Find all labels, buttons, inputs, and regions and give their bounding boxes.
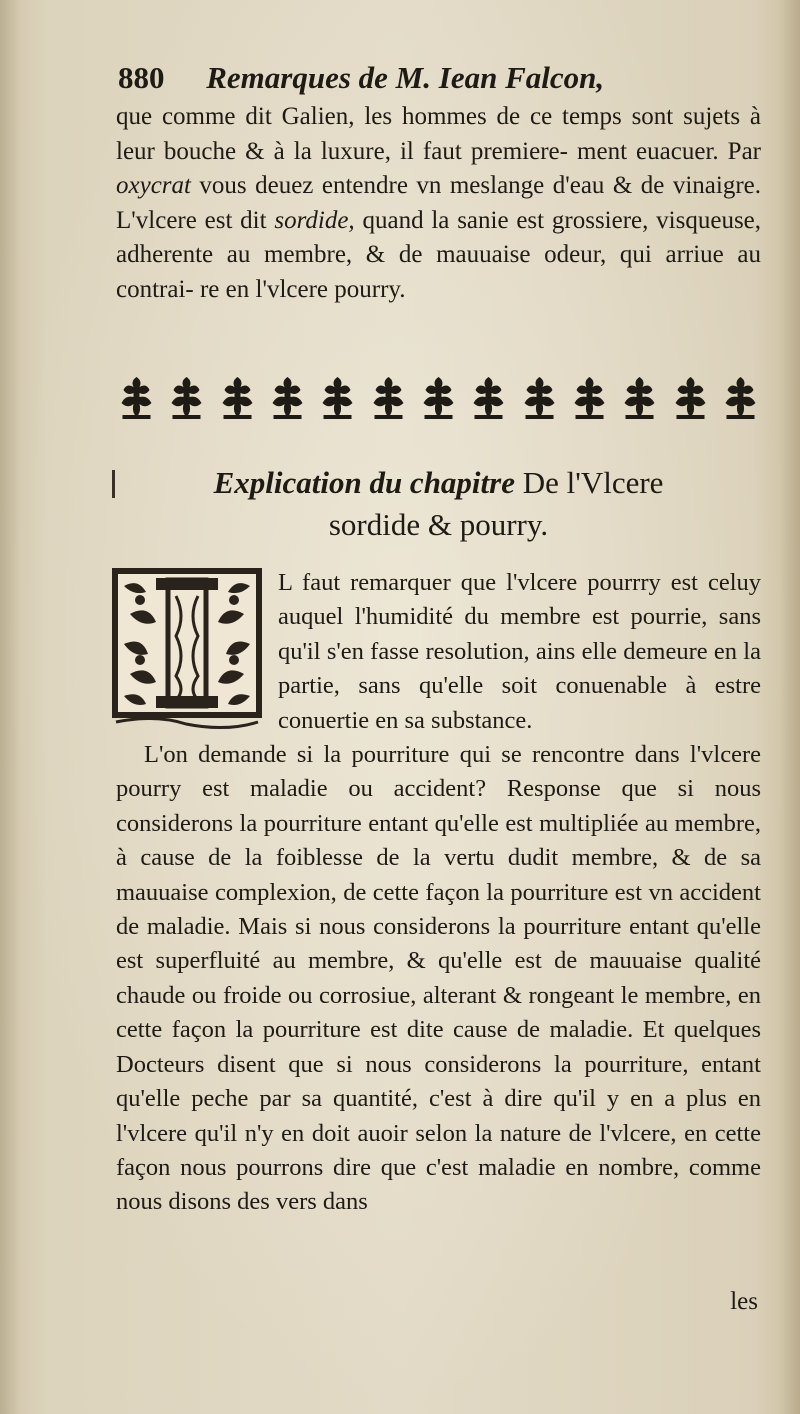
main-body <box>116 566 761 1220</box>
text-line: ment euacuer. Par <box>577 137 761 165</box>
fleuron-icon <box>519 375 560 421</box>
fleuron-icon <box>166 375 207 421</box>
body-paragraph-2: L'on demande si la pourriture qui se rencontre dans l'vlcere pourry est maladie ou accident? Response que si nous considerons la pourriture entant qu'elle est multipliée au membre, à cause de la foiblesse de la vertu dudit membre, & de sa mauuaise complexion, de cette façon la pourriture est vn accident de maladie. Mais si nous considerons la pourriture entant qu'elle est superfluité au membre, & qu'elle est de mauuaise qualité chaude ou froide ou corrosiue, alterant & rongeant le membre, en cette façon la pourriture est dite cause de maladie. Et quelques Docteurs disent que si nous considerons la pourriture, entant qu'elle peche par sa quantité, c'est à dire qu'il y en a plus en l'vlcere qu'il n'y en doit auoir selon la nature de l'vlcere, en cette façon nous pourrons dire que c'est maladie en nombre, comme nous disons des vers dans <box>116 741 761 1216</box>
fleuron-icon <box>267 375 308 421</box>
text-line: re en l'vlcere pourry. <box>199 275 406 303</box>
heading-line-2: sordide & pourry. <box>328 507 549 542</box>
catchword: les <box>730 1288 758 1315</box>
fleuron-icon <box>619 375 660 421</box>
fleuron-icon <box>720 375 761 421</box>
fleuron-band <box>116 372 761 424</box>
body-paragraph-1: L faut remarquer que l'vlcere pourrry est celuy auquel l'humidité du membre est pourrie, sans qu'il s'en fasse resolution, ains elle demeure en la partie, sans qu'elle soit conuenable à estre conuertie en sa substance. <box>278 569 761 734</box>
text-line: sujets à leur bouche & à la luxure, il faut premiere- <box>116 103 761 165</box>
fleuron-icon <box>317 375 358 421</box>
fleuron-icon <box>468 375 509 421</box>
page-edge-shadow-right <box>780 0 800 1414</box>
heading-roman: De l'Vlcere <box>522 465 664 500</box>
drop-cap-spacer <box>116 566 278 734</box>
text-line: meslange d'eau & de vinaigre. L'vlcere est dit <box>116 172 762 234</box>
page-header <box>118 56 758 100</box>
fleuron-icon <box>670 375 711 421</box>
drop-cap-letter: I <box>187 658 191 669</box>
text-line: vous deuez entendre vn <box>190 172 442 200</box>
fleuron-icon <box>368 375 409 421</box>
running-title: Remarques de M. Iean Falcon, <box>206 60 605 95</box>
text-line: que comme dit Galien, les hommes de ce temps sont <box>116 103 674 130</box>
page-number: 880 <box>118 60 165 95</box>
text-line: membre, & de mauuaise odeur, qui arriue au contrai- <box>116 241 761 303</box>
text-line: quand la sanie est grossiere, visqueuse, adherente au <box>116 206 762 269</box>
fleuron-icon <box>116 375 157 421</box>
top-paragraph <box>116 100 761 308</box>
section-heading <box>116 462 761 546</box>
fleuron-icon <box>418 375 459 421</box>
page-edge-shadow-left <box>0 0 20 1414</box>
italic-term-oxycrat: oxycrat <box>116 172 191 200</box>
italic-term-sordide: sordide, <box>274 206 355 234</box>
fleuron-icon <box>217 375 258 421</box>
heading-italic: Explication du chapitre <box>213 465 515 500</box>
fleuron-icon <box>569 375 610 421</box>
